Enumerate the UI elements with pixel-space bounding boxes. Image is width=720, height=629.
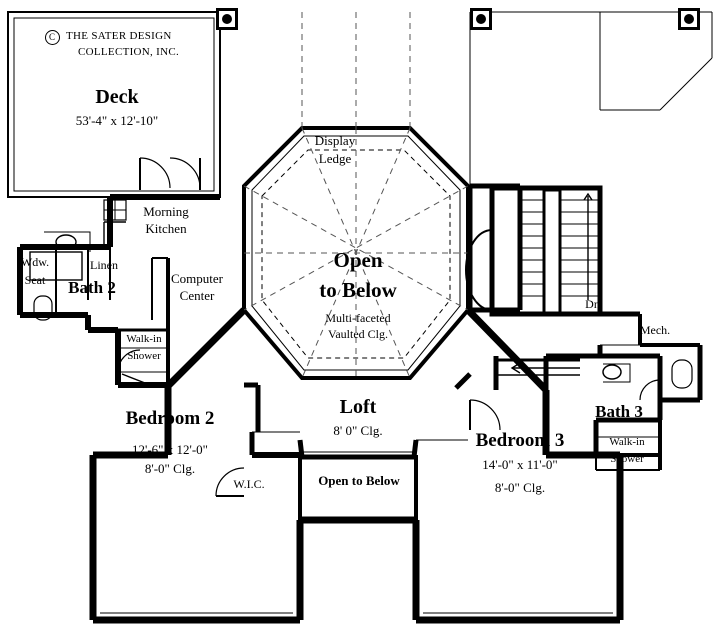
walkin-shower-left-line1: Walk-in [126,333,162,345]
copyright-line1: THE SATER DESIGN [66,30,172,42]
morning-kitchen-line1: Morning [143,204,189,219]
mech-label: Mech. [639,323,671,337]
linen-label: Linen [90,258,118,272]
room-dims-bedroom3: 14'-0" x 11'-0" [482,457,558,472]
room-dims-bedroom2: 12'-6" x 12'-0" [132,442,208,457]
walkin-shower-left-line2: Shower [127,350,161,362]
column-dot-top-left [222,14,232,24]
room-label-bedroom2: Bedroom 2 [125,408,215,429]
room-label-bath2: Bath 2 [68,278,116,297]
room-label-deck: Deck [95,86,139,108]
display-ledge-line2: Ledge [318,151,352,166]
window-seat-line2: Seat [24,273,46,287]
room-clg-loft: 8' 0" Clg. [333,423,383,438]
room-clg-bedroom3: 8'-0" Clg. [494,480,546,495]
walkin-shower-right-line2: Shower [610,453,644,465]
open-to-below-lower: Open to Below [318,473,400,488]
column-dot-top-right [684,14,694,24]
walkin-shower-right-line1: Walk-in [609,436,645,448]
morning-kitchen-line2: Kitchen [145,221,187,236]
wic-label: W.I.C. [233,477,265,491]
computer-center-line2: Center [179,288,215,303]
computer-center-line1: Computer [171,271,223,286]
room-label-bath3: Bath 3 [595,402,643,421]
room-label-loft: Loft [339,396,377,418]
column-dot-top-mid [476,14,486,24]
open-to-below-line2: to Below [319,278,397,302]
copyright-symbol: C [44,30,60,45]
vaulted-clg-line2: Vaulted Clg. [328,327,388,341]
room-label-bedroom3: Bedroom 3 [475,430,565,451]
copyright-line2: COLLECTION, INC. [78,46,180,58]
window-seat-line1: Wdw. [20,255,50,269]
room-dims-deck: 53'-4" x 12'-10" [75,113,159,128]
vaulted-clg-line1: Multi-faceted [325,311,391,325]
stairs-down-label: Dn. [585,297,603,311]
display-ledge-line1: Display [314,133,356,148]
open-to-below-line1: Open [333,248,383,272]
room-clg-bedroom2: 8'-0" Clg. [144,461,196,476]
